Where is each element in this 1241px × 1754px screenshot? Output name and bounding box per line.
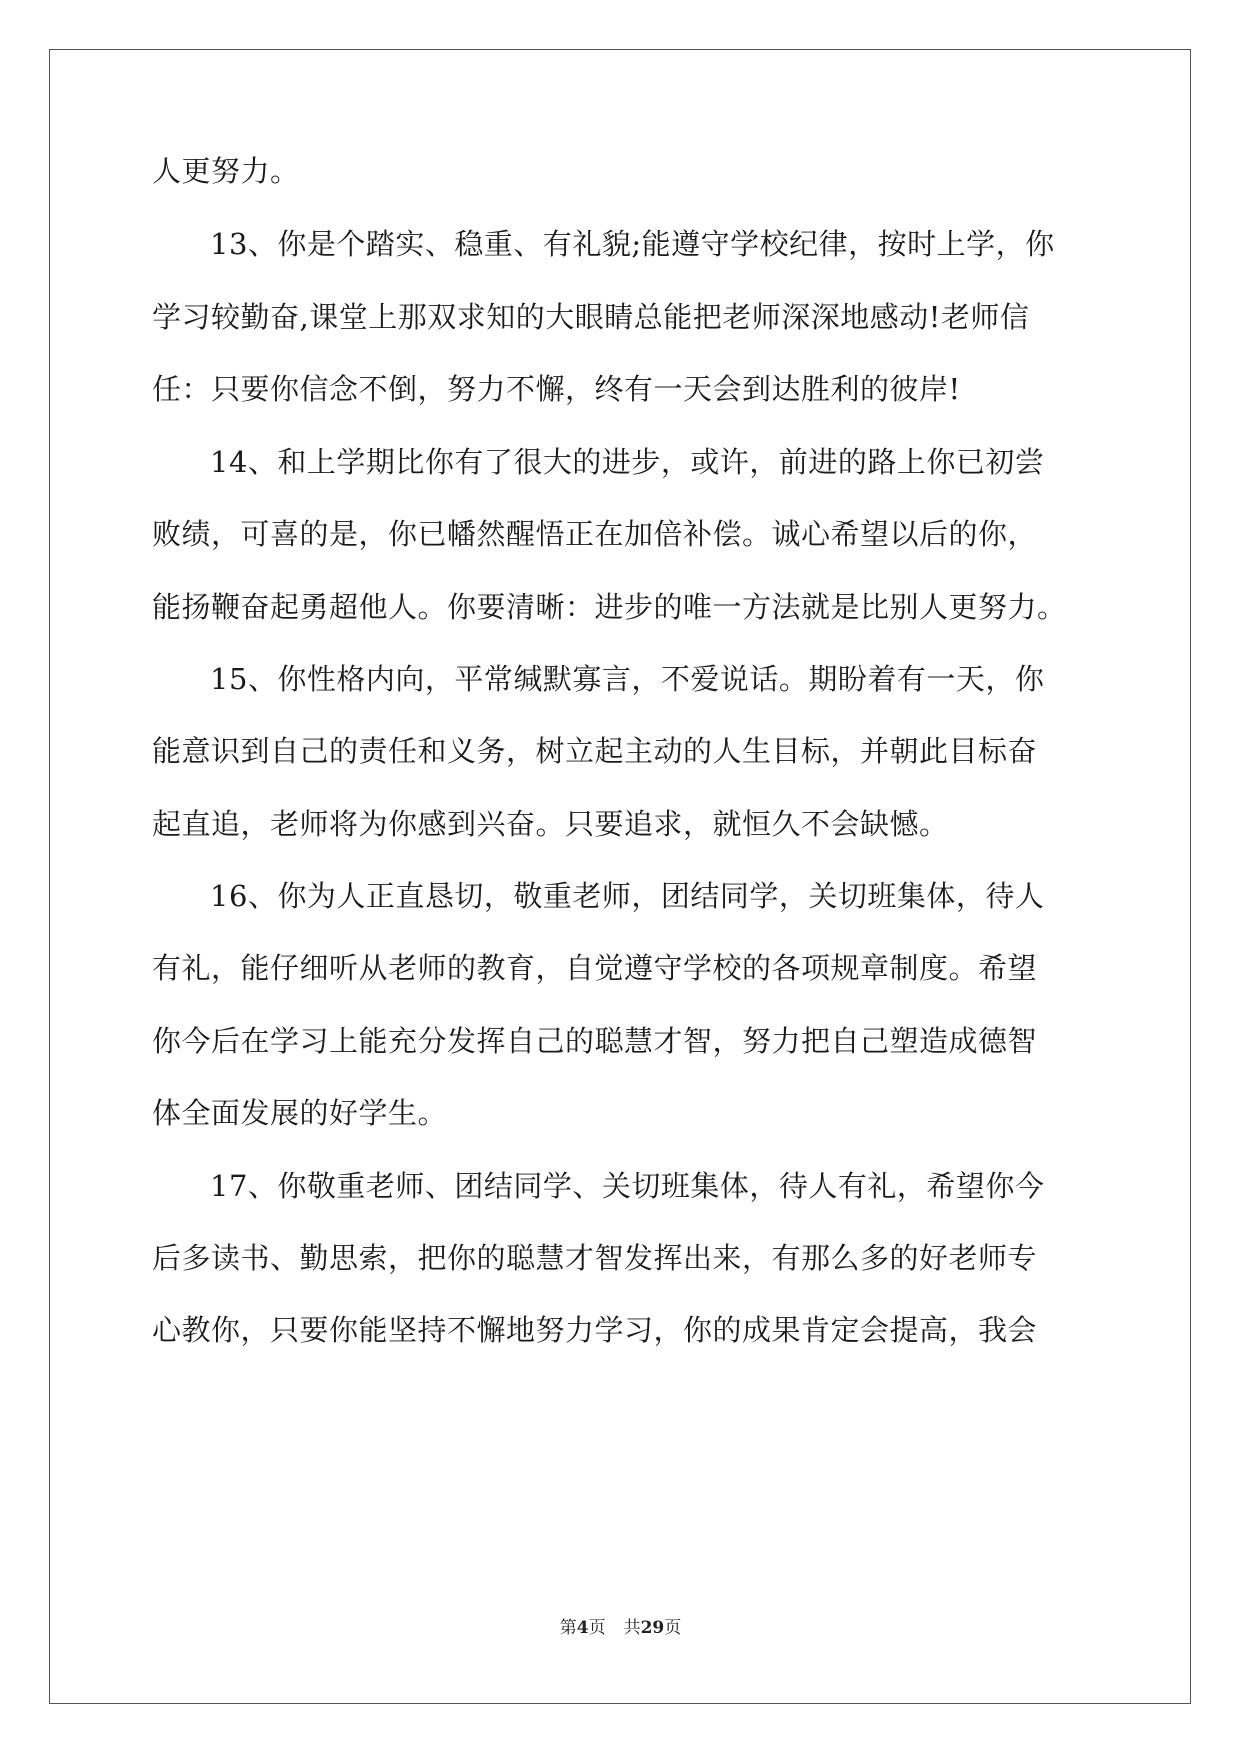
text-line: 学习较勤奋,课堂上那双求知的大眼睛总能把老师深深地感动!老师信 (152, 300, 1030, 334)
footer-prefix: 第 (559, 1618, 577, 1638)
footer-total-pages: 29 (640, 1618, 665, 1638)
footer-page-number: 4 (576, 1618, 589, 1638)
text-line: 17、你敬重老师、团结同学、关切班集体，待人有礼，希望你今 (210, 1169, 1045, 1203)
text-line: 13、你是个踏实、稳重、有礼貌;能遵守学校纪律，按时上学，你 (210, 227, 1055, 261)
text-line: 人更努力。 (152, 154, 300, 188)
text-line: 败绩，可喜的是，你已幡然醒悟正在加倍补偿。诚心希望以后的你， (152, 517, 1038, 551)
text-line: 体全面发展的好学生。 (152, 1096, 448, 1130)
footer-page-unit: 页 (588, 1618, 606, 1638)
text-line: 任：只要你信念不倒，努力不懈，终有一天会到达胜利的彼岸! (152, 372, 961, 406)
text-line: 有礼，能仔细听从老师的教育，自觉遵守学校的各项规章制度。希望 (152, 951, 1038, 985)
text-line: 心教你，只要你能坚持不懈地努力学习，你的成果肯定会提高，我会 (152, 1313, 1038, 1347)
text-line: 你今后在学习上能充分发挥自己的聪慧才智，努力把自己塑造成德智 (152, 1024, 1038, 1058)
text-line: 能意识到自己的责任和义务，树立起主动的人生目标，并朝此目标奋 (152, 734, 1038, 768)
footer-total-prefix: 共 (623, 1618, 641, 1638)
text-line: 14、和上学期比你有了很大的进步，或许，前进的路上你已初尝 (210, 445, 1045, 479)
footer-total-unit: 页 (664, 1618, 682, 1638)
text-line: 16、你为人正直恳切，敬重老师，团结同学，关切班集体，待人 (210, 879, 1045, 913)
page-footer (0, 1616, 1241, 1640)
text-line: 起直追，老师将为你感到兴奋。只要追求，就恒久不会缺憾。 (152, 807, 949, 841)
text-line: 能扬鞭奋起勇超他人。你要清晰：进步的唯一方法就是比别人更努力。 (152, 590, 1067, 624)
text-line: 15、你性格内向，平常缄默寡言，不爱说话。期盼着有一天，你 (210, 662, 1045, 696)
text-line: 后多读书、勤思索，把你的聪慧才智发挥出来，有那么多的好老师专 (152, 1241, 1038, 1275)
